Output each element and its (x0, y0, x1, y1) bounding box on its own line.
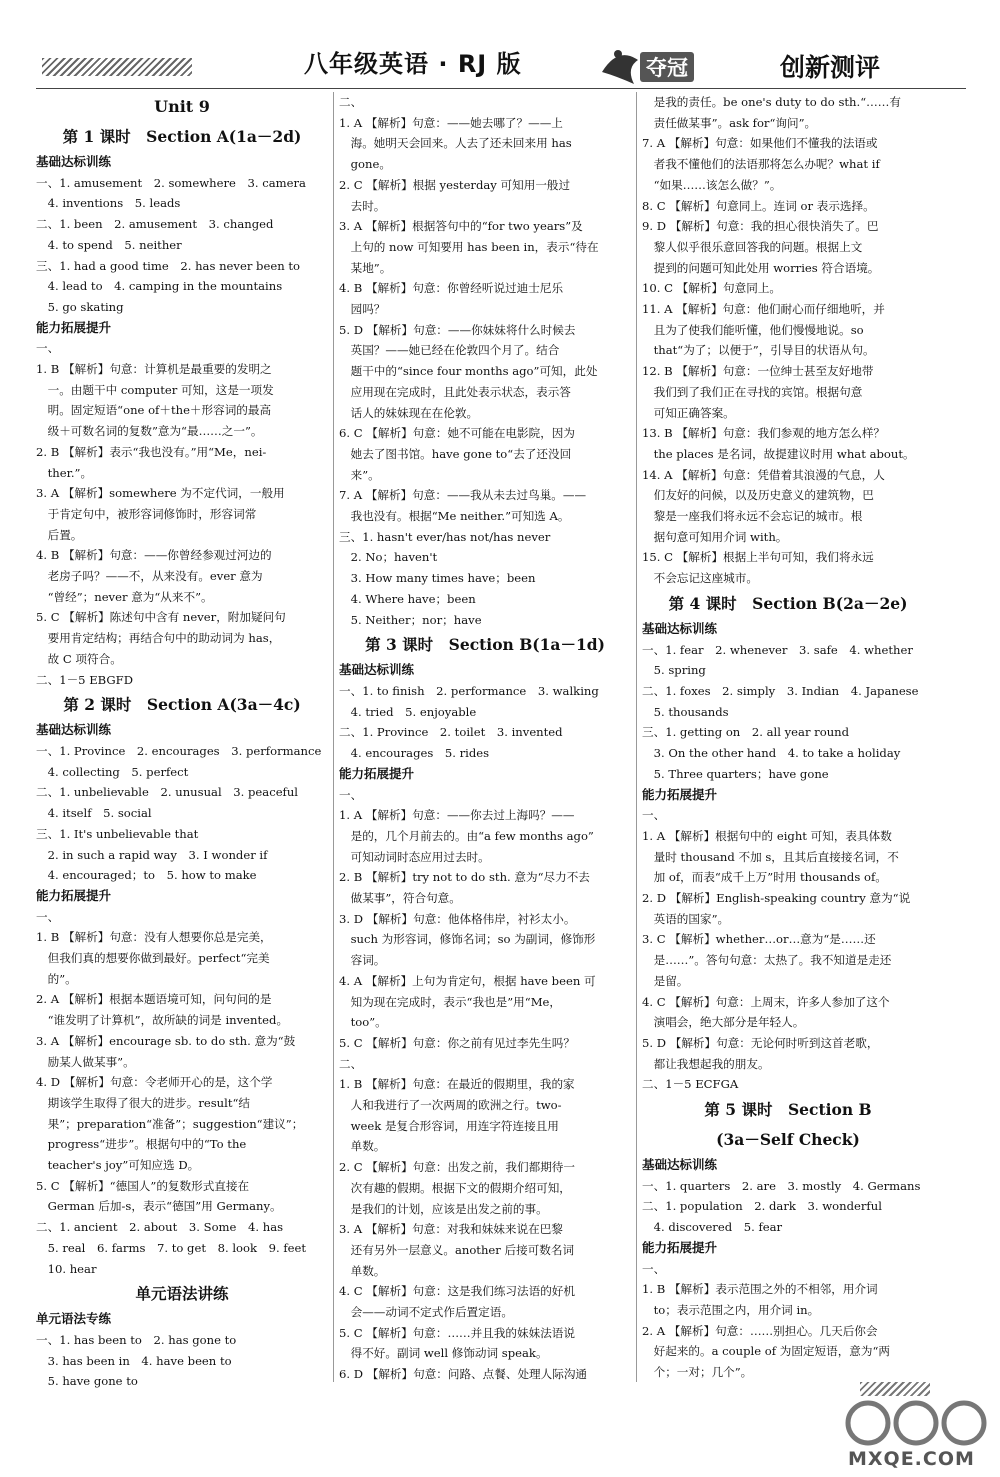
answer-line: 三、1. getting on 2. all year round (642, 725, 850, 740)
answer-line: 4. encourages 5. rides (339, 746, 490, 761)
answer-line: 我也没有。根据“Me neither.”可知选 A。 (339, 509, 570, 524)
answer-line: 4. encouraged；to 5. how to make (36, 868, 257, 883)
section-subheading: 能力拓展提升 (339, 765, 415, 781)
column-divider (333, 92, 334, 1382)
answer-line: 某地”。 (339, 260, 392, 275)
answer-line: 12. B 【解析】句意：一位绅士甚至友好地带 (642, 364, 874, 379)
answer-line: 我们到了我们正在寻找的宾馆。根据句意 (642, 384, 863, 399)
answer-line: 6. D 【解析】句意：问路、点餐、处理人际沟通 (339, 1367, 588, 1382)
answer-line: 二、1. Province 2. toilet 3. invented (339, 725, 563, 740)
answer-line: 8. C 【解析】句意同上。连词 or 表示选择。 (642, 198, 875, 213)
footer-decoration (860, 1382, 930, 1396)
answer-line: 二、 (339, 1056, 363, 1071)
answer-line: 知为现在完成时，表示“我也是”用“Me， (339, 994, 562, 1009)
lesson-heading: (3a－Self Check) (716, 1130, 860, 1150)
answer-line: 果”；preparation“准备”；suggestion“建议”； (36, 1116, 304, 1131)
answer-line: 3. A 【解析】句意：对我和妹妹来说在巴黎 (339, 1222, 563, 1237)
lesson-heading: 第 3 课时 Section B(1a－1d) (365, 635, 605, 655)
answer-line: 一、 (642, 1261, 666, 1276)
answer-line: 5. spring (642, 663, 706, 678)
answer-line: 一、1. has been to 2. has gone to (36, 1332, 237, 1347)
brand-name: 夺冠 (640, 52, 694, 82)
answer-line: 3. How many times have；been (339, 571, 536, 586)
section-subheading: 能力拓展提升 (36, 319, 112, 335)
answer-line: 一、 (642, 808, 666, 823)
answer-line: 黎是一座我们将永远不会忘记的城市。根 (642, 509, 863, 524)
answer-column-3 (642, 92, 934, 1383)
answer-line: 3. A 【解析】根据答句中的“for two years”及 (339, 219, 583, 234)
watermark-text: MXQE.COM (848, 1448, 975, 1470)
answer-line: 于肯定句中，被形容词修饰时，形容词常 (36, 506, 257, 521)
answer-line: 都让我想起我的朋友。 (642, 1056, 770, 1071)
section-subheading: 基础达标训练 (339, 662, 415, 678)
answer-line: 一、 (36, 909, 60, 924)
lesson-heading: 第 1 课时 Section A(1a－2d) (62, 127, 302, 146)
unit-title: Unit 9 (154, 97, 210, 116)
answer-line: 13. B 【解析】句意：我们参观的地方怎么样？ (642, 426, 886, 441)
answer-line: 园吗？ (339, 302, 386, 317)
answer-line: that“为了；以便于”，引导目的状语从句。 (642, 343, 875, 358)
answer-line: 三、1. It's unbelievable that (36, 826, 199, 841)
answer-line: 人和我进行了一次两周的欧洲之行。two- (339, 1098, 562, 1113)
answer-line: “如果……该怎么做？”。 (642, 177, 782, 192)
header-decoration (42, 58, 192, 76)
answer-line: 励某人做某事”。 (36, 1054, 135, 1069)
answer-line: 可知正确答案。 (642, 405, 735, 420)
answer-line: 1. B 【解析】句意：没有人想要你总是完美， (36, 930, 272, 945)
answer-line: 三、1. hasn't ever/has not/has never (339, 529, 551, 544)
section-subheading: 能力拓展提升 (642, 786, 718, 802)
answer-line: 要用肯定结构；再结合句中的助动词为 has， (36, 631, 281, 646)
answer-line: 好起来的。a couple of 为固定短语，意为“两 (642, 1344, 891, 1359)
book-title: 八年级英语 · RJ 版 (304, 50, 522, 78)
answer-line: 1. A 【解析】句意：——你去过上海吗？—— (339, 808, 575, 823)
answer-line: 海。她明天会回来。人去了还未回来用 has (339, 136, 572, 151)
answer-line: 是……”。答句句意：太热了。我不知道是走还 (642, 953, 892, 968)
section-subheading: 基础达标训练 (36, 722, 112, 738)
answer-line: 2. A 【解析】根据本题语境可知，问句问的是 (36, 992, 272, 1007)
answer-line: 2. D 【解析】English-speaking country 意为“说 (642, 891, 911, 906)
answer-line: 一、1. fear 2. whenever 3. safe 4. whether (642, 642, 913, 657)
column-divider (636, 92, 637, 1382)
answer-line: 4. B 【解析】句意：你曾经听说过迪士尼乐 (339, 281, 564, 296)
answer-line: 是我们的计划，应该是出发之前的事。 (339, 1201, 548, 1216)
answer-line: 老房子吗？——不，从来没有。ever 意为 (36, 569, 263, 584)
answer-line: 10. C 【解析】句意同上。 (642, 281, 782, 296)
answer-line: 5. C 【解析】陈述句中含有 never，附加疑问句 (36, 610, 286, 625)
answer-line: 是留。 (642, 973, 689, 988)
answer-line: 应用现在完成时，且此处表示状态，表示答 (339, 384, 571, 399)
section-subheading: 能力拓展提升 (642, 1239, 718, 1255)
answer-line: 次有趣的假期。根据下文的假期介绍可知， (339, 1180, 571, 1195)
answer-line: 5. Neither；nor；have (339, 612, 482, 627)
answer-line: 4. collecting 5. perfect (36, 764, 189, 779)
answer-line: 11. A 【解析】句意：他们耐心而仔细地听，并 (642, 302, 885, 317)
answer-line: such 为形容词，修饰名词；so 为副词，修饰形 (339, 932, 596, 947)
answer-column-2 (339, 92, 631, 1385)
answer-line: 4. lead to 4. camping in the mountains (36, 279, 283, 294)
answer-line: 4. C 【解析】句意：上周末，许多人参加了这个 (642, 994, 890, 1009)
answer-line: 一、1. Province 2. encourages 3. performance (36, 743, 322, 758)
lesson-heading: 单元语法讲练 (135, 1284, 229, 1304)
answer-line: 三、1. had a good time 2. has never been to (36, 258, 300, 273)
answer-line: 二、1. unbelievable 2. unusual 3. peaceful (36, 785, 299, 800)
answer-line: 5. real 6. farms 7. to get 8. look 9. feet (36, 1240, 307, 1255)
section-subheading: 基础达标训练 (642, 620, 718, 636)
lesson-heading: 第 2 课时 Section A(3a－4c) (63, 695, 301, 715)
section-subheading: 基础达标训练 (36, 154, 112, 169)
answer-line: 是的，几个月前去的。由“a few months ago” (339, 828, 594, 843)
lesson-heading: 第 4 课时 Section B(2a－2e) (668, 593, 908, 613)
answer-line: 5. go skating (36, 299, 124, 314)
answer-line: 不会忘记这座城市。 (642, 571, 758, 586)
answer-line: 2. C 【解析】句意：出发之前，我们都期待一 (339, 1160, 575, 1175)
answer-line: 加 of，而表“成千上万”时用 thousands of。 (642, 870, 887, 885)
answer-line: 5. D 【解析】句意：无论何时听到这首老歌， (642, 1035, 879, 1050)
series-name: 创新测评 (780, 53, 881, 82)
answer-line: 3. On the other hand 4. to take a holiday (642, 746, 901, 761)
page-header (0, 0, 1000, 92)
answer-line: 题干中的“since four months ago”可知，此处 (339, 364, 598, 379)
answer-line: 一、 (36, 341, 60, 356)
answer-line: 英国？——她已经在伦敦四个月了。结合 (339, 343, 560, 358)
answer-line: 容词。 (339, 953, 386, 968)
lesson-heading: 第 5 课时 Section B (704, 1100, 872, 1120)
answer-line: 4. inventions 5. leads (36, 196, 181, 211)
answer-line: 会——动词不定式作后置定语。 (339, 1305, 513, 1320)
answer-line: “曾经”；never 意为“从来不”。 (36, 589, 213, 604)
answer-line: 后置。 (36, 527, 83, 542)
answer-line: 4. D 【解析】句意：令老师开心的是，这个学 (36, 1075, 273, 1090)
answer-line: week 是复合形容词，用连字符连接且用 (339, 1118, 559, 1133)
answer-line: 4. to spend 5. neither (36, 237, 182, 252)
answer-line: 5. D 【解析】句意：——你妹妹将什么时候去 (339, 322, 576, 337)
answer-line: 演唱会，绝大部分是年轻人。 (642, 1015, 805, 1030)
answer-line: ther.”。 (36, 465, 93, 480)
answer-line: 2. C 【解析】根据 yesterday 可知用一般过 (339, 177, 571, 192)
answer-line: 5. have gone to (36, 1374, 138, 1389)
answer-line: 她去了图书馆。have gone to“去了还没回 (339, 446, 572, 461)
answer-line: 3. A 【解析】somewhere 为不定代词，一般用 (36, 486, 285, 501)
answer-line: 是我的责任。be one's duty to do sth.“……有 (642, 95, 901, 109)
answer-line: 5. C 【解析】句意：……并且我的妹妹法语说 (339, 1325, 575, 1340)
answer-line: 一、 (339, 787, 363, 802)
answer-line: 一。由题干中 computer 可知，这是一项发 (36, 382, 274, 397)
answer-line: 二、1. population 2. dark 3. wonderful (642, 1199, 882, 1214)
section-subheading: 基础达标训练 (642, 1157, 718, 1173)
answer-line: gone。 (339, 157, 391, 172)
answer-line: 二、1－5 ECFGA (642, 1077, 739, 1092)
answer-line: 提到的问题可知此处用 worries 符合语境。 (642, 260, 880, 275)
answer-line: German 后加-s，表示“德国”用 Germany。 (36, 1199, 282, 1214)
answer-line: 单数。 (339, 1263, 386, 1278)
answer-line: 6. C 【解析】句意：她不可能在电影院，因为 (339, 426, 575, 441)
answer-line: 2. No；haven't (339, 550, 438, 565)
answer-line: 去时。 (339, 198, 386, 213)
answer-line: progress“进步”。根据句中的“To the (36, 1137, 247, 1152)
answer-line: 9. D 【解析】句意：我的担心很快消失了。巴 (642, 219, 879, 234)
answer-line: 英语的国家”。 (642, 911, 730, 926)
answer-line: 还有另外一层意义。another 后接可数名词 (339, 1242, 575, 1257)
header-rule (36, 88, 966, 89)
answer-line: 二、1. been 2. amusement 3. changed (36, 217, 274, 232)
answer-line: 5. Three quarters；have gone (642, 766, 829, 781)
answer-line: 的”。 (36, 971, 77, 986)
answer-line: 1. A 【解析】根据句中的 eight 可知，表具体数 (642, 828, 892, 843)
answer-line: 14. A 【解析】句意：凭借着其浪漫的气息，人 (642, 467, 885, 482)
answer-line: 4. A 【解析】上句为肯定句，根据 have been 可 (339, 973, 596, 988)
answer-line: the places 是名词，故提建议时用 what about。 (642, 446, 915, 461)
answer-line: 二、 (339, 95, 363, 109)
answer-line: 做某事”，符合句意。 (339, 891, 461, 906)
answer-line: 15. C 【解析】根据上半句可知，我们将永远 (642, 550, 874, 565)
answer-line: 上句的 now 可知要用 has been in，表示“待在 (339, 239, 599, 254)
answer-line: 单数。 (339, 1139, 386, 1154)
answer-line: 一、1. amusement 2. somewhere 3. camera (36, 175, 306, 190)
answer-line: 3. has been in 4. have been to (36, 1353, 232, 1368)
answer-line: 1. B 【解析】表示范围之外的不相邻，用介词 (642, 1282, 878, 1297)
answer-line: 7. A 【解析】句意：如果他们不懂我的法语或 (642, 136, 878, 151)
answer-line: 得不好。副词 well 修饰动词 speak。 (339, 1346, 548, 1361)
answer-line: 1. B 【解析】句意：计算机是最重要的发明之 (36, 362, 272, 377)
answer-line: 二、1. ancient 2. about 3. Some 4. has (36, 1220, 284, 1235)
answer-line: 一、1. quarters 2. are 3. mostly 4. Germans (642, 1178, 921, 1193)
answer-line: 4. C 【解析】句意：这是我们练习法语的好机 (339, 1284, 575, 1299)
answer-line: 据句意可知用介词 with。 (642, 529, 788, 544)
answer-line: 1. B 【解析】句意：在最近的假期里，我的家 (339, 1077, 575, 1092)
answer-line: 黎人似乎很乐意回答我的问题。根据上文 (642, 239, 863, 254)
answer-line: 二、1－5 EBGFD (36, 672, 134, 687)
answer-line: 1. A 【解析】句意：——她去哪了？——上 (339, 115, 563, 130)
answer-line: 3. C 【解析】whether…or…意为“是……还 (642, 932, 876, 947)
answer-column-1 (36, 92, 328, 1392)
answer-line: 可知动词时态应用过去时。 (339, 849, 490, 864)
answer-line: 2. A 【解析】句意：……别担心。几天后你会 (642, 1323, 878, 1338)
answer-line: 5. C 【解析】“德国人”的复数形式直接在 (36, 1178, 250, 1193)
answer-line: 2. B 【解析】表示“我也没有。”用“Me，nei- (36, 444, 267, 459)
answer-line: 责任做某事”。ask for“询问”。 (642, 115, 817, 130)
answer-line: 者我不懂他们的法语那将怎么办呢？what if (642, 157, 880, 172)
answer-line: 7. A 【解析】句意：——我从未去过鸟巢。—— (339, 488, 587, 503)
answer-line: 但我们真的想要你做到最好。perfect“完美 (36, 951, 270, 966)
answer-line: 2. in such a rapid way 3. I wonder if (36, 847, 268, 862)
answer-line: 3. D 【解析】句意：他体格伟岸，衬衫太小。 (339, 911, 576, 926)
answer-line: 明。固定短语“one of＋the＋形容词的最高 (36, 403, 272, 418)
section-subheading: 能力拓展提升 (36, 887, 112, 903)
answer-line: 故 C 项符合。 (36, 651, 122, 666)
answer-line: 二、1. foxes 2. simply 3. Indian 4. Japanese (642, 683, 919, 698)
answer-line: 4. B 【解析】句意：——你曾经参观过河边的 (36, 548, 272, 563)
answer-line: 5. thousands (642, 704, 729, 719)
answer-line: 4. itself 5. social (36, 806, 152, 821)
section-subheading: 单元语法专练 (36, 1311, 112, 1327)
answer-line: to；表示范围之内，用介词 in。 (642, 1302, 820, 1317)
answer-line: 10. hear (36, 1261, 97, 1276)
answer-line: 5. C 【解析】句意：你之前有见过李先生吗？ (339, 1035, 575, 1050)
answer-line: 3. A 【解析】encourage sb. to do sth. 意为“鼓 (36, 1033, 296, 1048)
answer-line: 4. discovered 5. fear (642, 1220, 783, 1235)
answer-line: “谁发明了计算机”，故所缺的词是 invented。 (36, 1013, 289, 1028)
answer-line: 期该学生取得了很大的进步。result“结 (36, 1095, 251, 1110)
answer-line: 一、1. to finish 2. performance 3. walking (339, 683, 599, 698)
answer-line: teacher's joy”可知应选 D。 (36, 1158, 200, 1173)
answer-line: 4. tried 5. enjoyable (339, 704, 477, 719)
answer-line: 个；一对；几个”。 (642, 1365, 753, 1380)
answer-line: 来”。 (339, 467, 380, 482)
answer-line: 4. Where have；been (339, 591, 476, 606)
answer-line: 级＋可数名词的复数”意为“最……之一”。 (36, 424, 263, 439)
answer-line: 且为了使我们能听懂，他们慢慢地说。so (642, 322, 864, 337)
answer-line: 量时 thousand 不加 s，且其后直接接名词，不 (642, 849, 899, 864)
answer-line: too”。 (339, 1015, 387, 1030)
answer-line: 2. B 【解析】try not to do sth. 意为“尽力不去 (339, 870, 590, 885)
answer-line: 们友好的问候，以及历史意义的建筑物，巴 (642, 488, 874, 503)
answer-line: 话人的妹妹现在在伦敦。 (339, 405, 479, 420)
